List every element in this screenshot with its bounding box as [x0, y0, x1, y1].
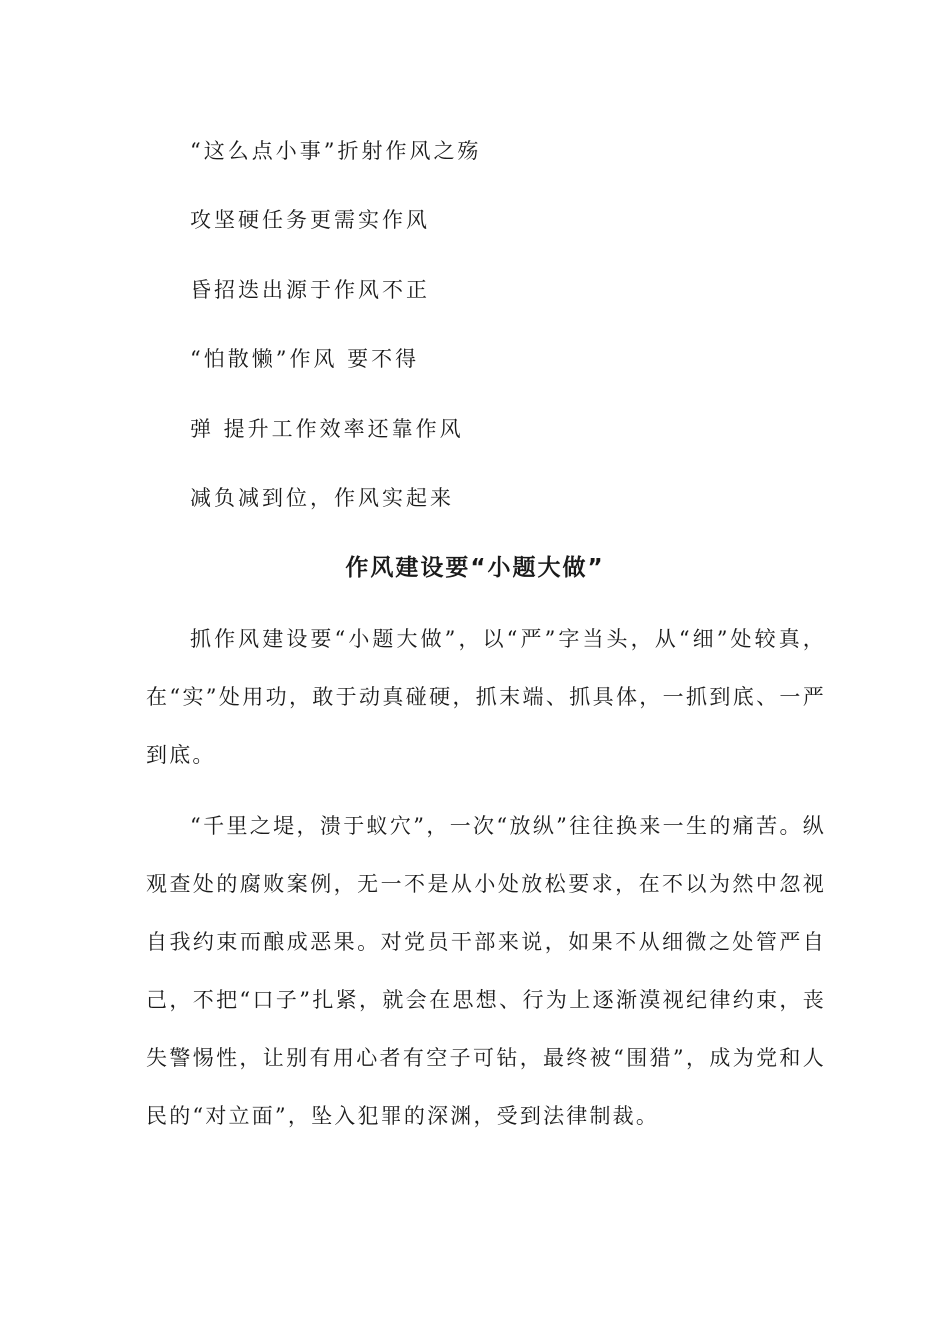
toc-item: 攻坚硬任务更需实作风 [190, 208, 430, 232]
toc-item: “怕散懒”作风 要不得 [190, 347, 420, 371]
article-title: 作风建设要“小题大做” [345, 555, 605, 581]
toc-item: 弹 提升工作效率还靠作风 [190, 417, 464, 441]
article-paragraph: “千里之堤，溃于蚁穴”，一次“放纵”往往换来一生的痛苦。纵观查处的腐败案例，无一不是从小处放松要求，在不以为然中忽视自我约束而酿成恶果。对党员干部来说，如果不从细微之处管严自己，不把“口子”扎紧，就会在思想、行为上逐渐漠视纪律约束，丧失警惕性，让别有用心者有空子可钻，最终被“围猎”，成为党和人民的“对立面”，坠入犯罪的深渊，受到法律制裁。 [146, 814, 826, 1128]
toc-item: “这么点小事”折射作风之殇 [190, 139, 482, 163]
toc-item: 昏招迭出源于作风不正 [190, 278, 430, 302]
article-paragraph: 抓作风建设要“小题大做”，以“严”字当头，从“细”处较真，在“实”处用功，敢于动真碰硬，抓末端、抓具体，一抓到底、一严到底。 [146, 627, 826, 767]
toc-item: 减负减到位，作风实起来 [190, 486, 454, 510]
